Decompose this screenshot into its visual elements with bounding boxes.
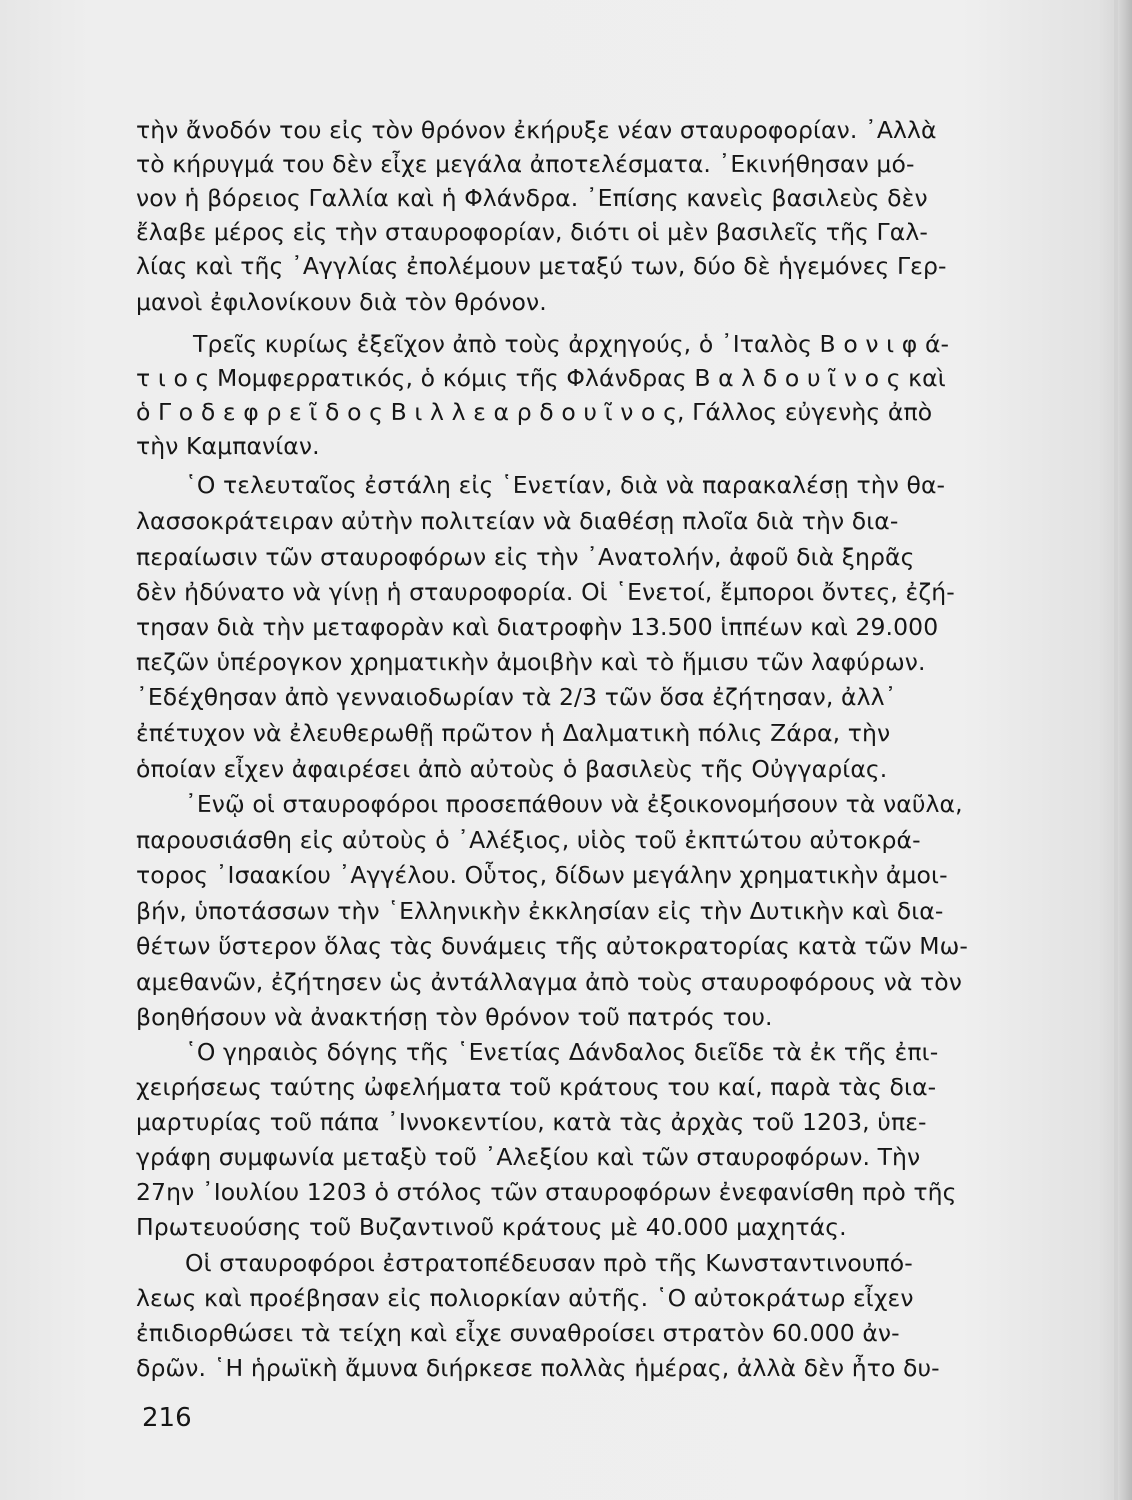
- text-line: μαρτυρίας τοῦ πάπα ᾿Ιννοκεντίου, κατὰ τὰς ἀρχὰς τοῦ 1203, ὑπε-: [136, 1108, 927, 1136]
- text-line: τ ι ο ς Μομφερρατικός, ὁ κόμις τῆς Φλάνδρας Β α λ δ ο υ ῖ ν ο ς καὶ: [136, 364, 946, 392]
- text-line: παρουσιάσθη εἰς αὐτοὺς ὁ ᾿Αλέξιος, υἱὸς τοῦ ἐκπτώτου αὐτοκρά-: [136, 826, 921, 854]
- text-line: ῾Ο γηραιὸς δόγης τῆς ῾Ενετίας Δάνδαλος διεῖδε τὰ ἐκ τῆς ἐπι-: [185, 1038, 939, 1066]
- text-line: ᾿Ενῷ οἱ σταυροφόροι προσεπάθουν νὰ ἐξοικονομήσουν τὰ ναῦλα,: [185, 790, 963, 818]
- text-line: βοηθήσουν νὰ ἀνακτήσῃ τὸν θρόνον τοῦ πατρός του.: [136, 1003, 773, 1031]
- text-line: ἐπιδιορθώσει τὰ τείχη καὶ εἶχε συναθροίσει στρατὸν 60.000 ἀν-: [136, 1319, 900, 1347]
- page-edge: [1118, 0, 1132, 1500]
- text-line: Οἱ σταυροφόροι ἐστρατοπέδευσαν πρὸ τῆς Κωνσταντινουπό-: [185, 1249, 913, 1277]
- text-line: δὲν ἠδύνατο νὰ γίνῃ ἡ σταυροφορία. Οἱ ῾Ενετοί, ἔμποροι ὄντες, ἐζή-: [136, 578, 955, 606]
- text-line: Πρωτευούσης τοῦ Βυζαντινοῦ κράτους μὲ 40.000 μαχητάς.: [136, 1213, 847, 1241]
- text-line: 27ην ᾿Ιουλίου 1203 ὁ στόλος τῶν σταυροφόρων ἐνεφανίσθη πρὸ τῆς: [136, 1178, 957, 1206]
- text-line: μανοὶ ἐφιλονίκουν διὰ τὸν θρόνον.: [136, 288, 547, 316]
- text-line: δρῶν. ῾Η ἡρωϊκὴ ἄμυνα διήρκεσε πολλὰς ἡμέρας, ἀλλὰ δὲν ἦτο δυ-: [136, 1354, 940, 1382]
- text-line: ὁ Γ ο δ ε φ ρ ε ῖ δ ο ς Β ι λ λ ε α ρ δ ο υ ῖ ν ο ς, Γάλλος εὐγενὴς ἀπὸ: [136, 398, 933, 426]
- text-line: χειρήσεως ταύτης ὠφελήματα τοῦ κράτους του καί, παρὰ τὰς δια-: [136, 1073, 937, 1101]
- text-line: γράφη συμφωνία μεταξὺ τοῦ ᾿Αλεξίου καὶ τῶν σταυροφόρων. Τὴν: [136, 1143, 921, 1171]
- text-line: νον ἡ βόρειος Γαλλία καὶ ἡ Φλάνδρα. ᾿Επίσης κανεὶς βασιλεὺς δὲν: [136, 184, 928, 212]
- text-line: θέτων ὕστερον ὅλας τὰς δυνάμεις τῆς αὐτοκρατορίας κατὰ τῶν Μω-: [136, 932, 968, 960]
- text-line: ῾Ο τελευταῖος ἐστάλη εἰς ῾Ενετίαν, διὰ νὰ παρακαλέσῃ τὴν θα-: [185, 471, 946, 499]
- text-line: βήν, ὑποτάσσων τὴν ῾Ελληνικὴν ἐκκλησίαν εἰς τὴν Δυτικὴν καὶ δια-: [136, 897, 944, 925]
- text-line: ὁποίαν εἶχεν ἀφαιρέσει ἀπὸ αὐτοὺς ὁ βασιλεὺς τῆς Οὐγγαρίας.: [136, 755, 888, 783]
- text-line: τορος ᾿Ισαακίου ᾿Αγγέλου. Οὗτος, δίδων μεγάλην χρηματικὴν ἀμοι-: [136, 861, 948, 889]
- text-line: ᾿Εδέχθησαν ἀπὸ γενναιοδωρίαν τὰ 2/3 τῶν ὅσα ἐζήτησαν, ἀλλ᾿: [136, 683, 897, 711]
- text-line: πεζῶν ὑπέρογκον χρηματικὴν ἀμοιβὴν καὶ τὸ ἥμισυ τῶν λαφύρων.: [136, 648, 926, 676]
- text-line: τὴν ἄνοδόν του εἰς τὸν θρόνον ἐκήρυξε νέαν σταυροφορίαν. ᾿Αλλὰ: [136, 116, 937, 144]
- text-line: ἔλαβε μέρος εἰς τὴν σταυροφορίαν, διότι οἱ μὲν βασιλεῖς τῆς Γαλ-: [136, 218, 928, 246]
- text-line: λασσοκράτειραν αὐτὴν πολιτείαν νὰ διαθέσῃ πλοῖα διὰ τὴν δια-: [136, 507, 899, 535]
- text-line: Τρεῖς κυρίως ἐξεῖχον ἀπὸ τοὺς ἀρχηγούς, ὁ ᾿Ιταλὸς Β ο ν ι φ ά-: [193, 330, 950, 358]
- text-line: λίας καὶ τῆς ᾿Αγγλίας ἐπολέμουν μεταξύ των, δύο δὲ ἡγεμόνες Γερ-: [136, 252, 947, 280]
- text-line: τὴν Καμπανίαν.: [136, 432, 320, 460]
- text-line: περαίωσιν τῶν σταυροφόρων εἰς τὴν ᾿Ανατολήν, ἀφοῦ διὰ ξηρᾶς: [136, 543, 915, 571]
- page-number: 216: [142, 1403, 192, 1433]
- text-line: λεως καὶ προέβησαν εἰς πολιορκίαν αὐτῆς. ῾Ο αὐτοκράτωρ εἶχεν: [136, 1284, 914, 1312]
- text-line: ἐπέτυχον νὰ ἐλευθερωθῇ πρῶτον ἡ Δαλματικὴ πόλις Ζάρα, τὴν: [136, 719, 891, 747]
- text-line: τὸ κήρυγμά του δὲν εἶχε μεγάλα ἀποτελέσματα. ᾿Εκινήθησαν μό-: [136, 150, 915, 178]
- text-line: αμεθανῶν, ἐζήτησεν ὡς ἀντάλλαγμα ἀπὸ τοὺς σταυροφόρους νὰ τὸν: [136, 968, 962, 996]
- text-line: τησαν διὰ τὴν μεταφορὰν καὶ διατροφὴν 13.500 ἱππέων καὶ 29.000: [136, 613, 939, 641]
